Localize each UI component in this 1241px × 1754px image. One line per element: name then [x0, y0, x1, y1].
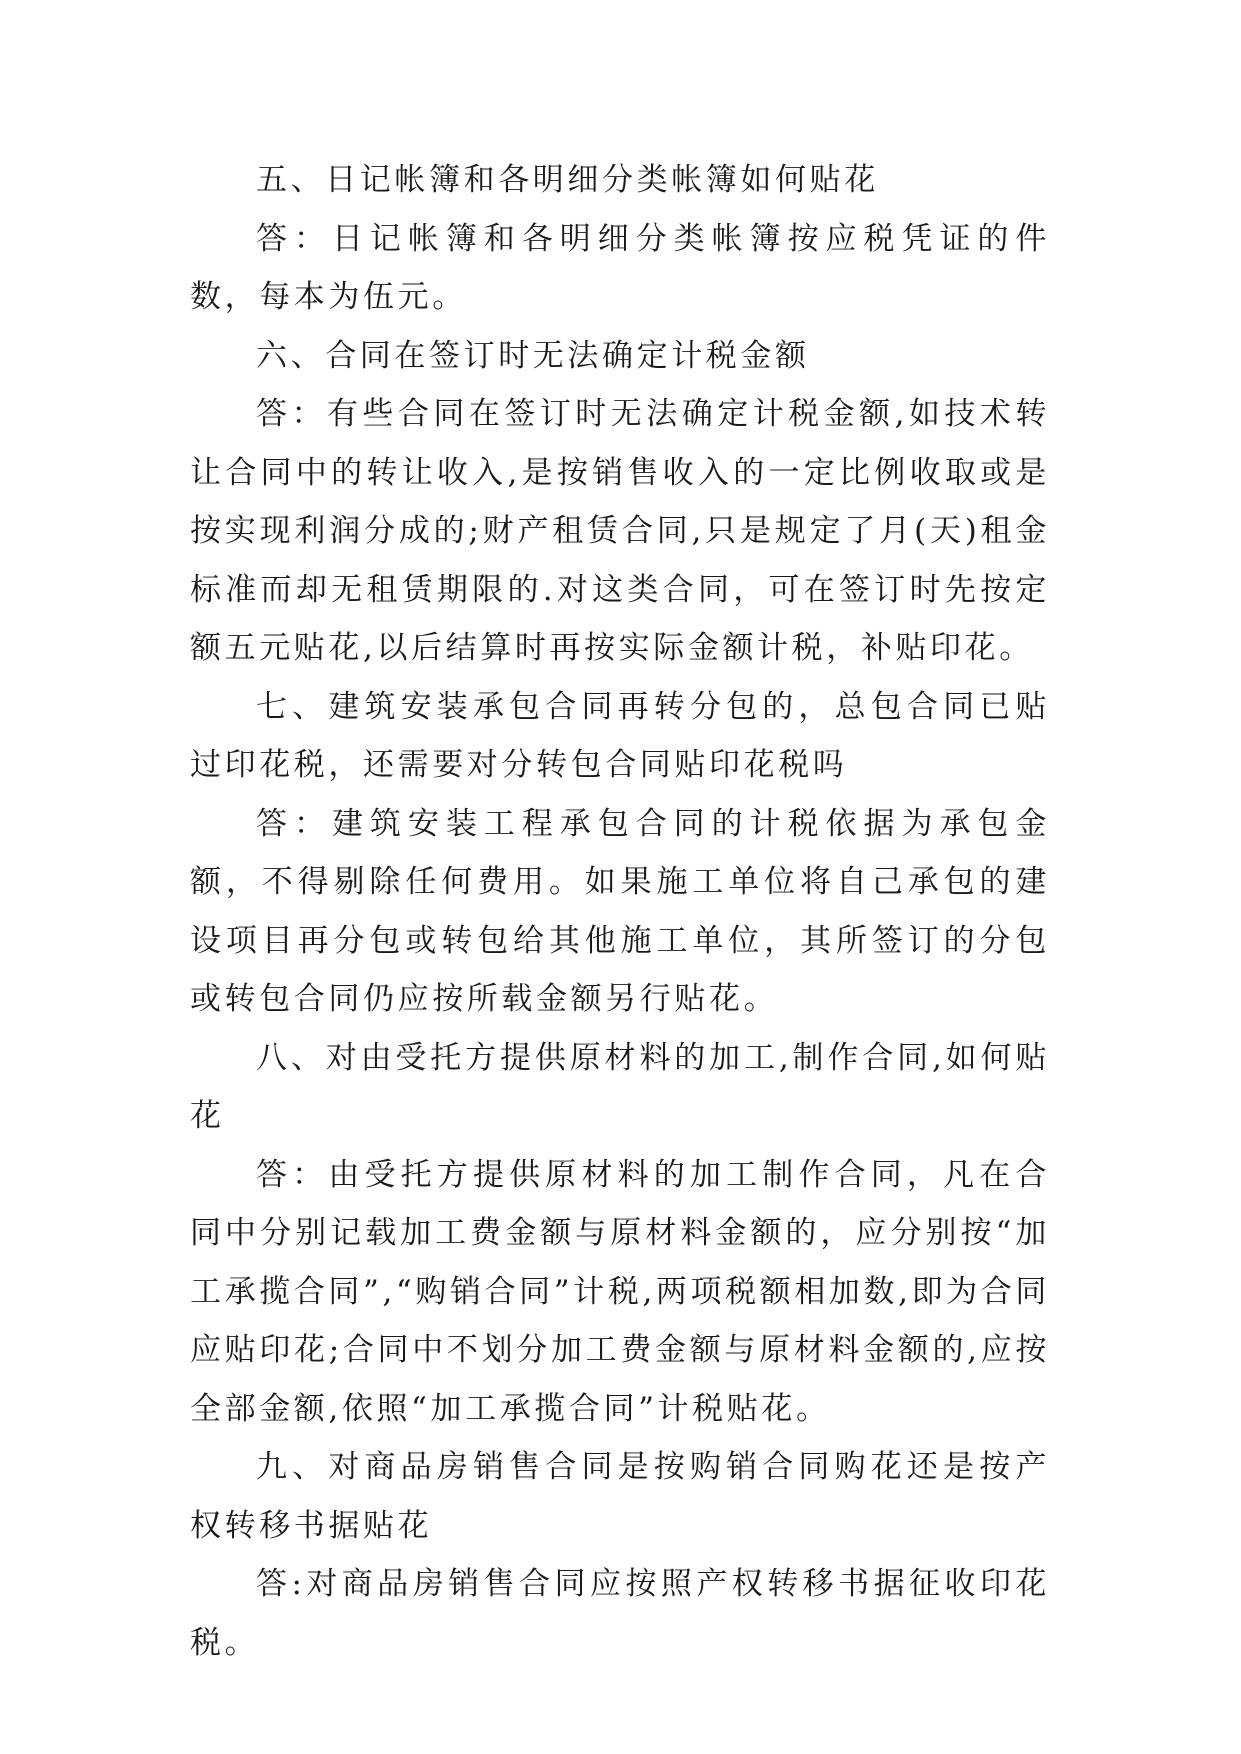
answer-7: 答：建筑安装工程承包合同的计税依据为承包金额，不得剔除任何费用。如果施工单位将自己承包的建设项目再分包或转包给其他施工单位，其所签订的分包或转包合同仍应按所载金额另行贴花。: [190, 805, 1050, 1017]
question-7: 七、建筑安装承包合同再转分包的，总包合同已贴过印花税，还需要对分转包合同贴印花税吗: [190, 688, 1050, 783]
answer-6: 答：有些合同在签订时无法确定计税金额,如技术转让合同中的转让收入,是按销售收入的一定比例收取或是按实现利润分成的;财产租赁合同,只是规定了月(天)租金标准而却无租赁期限的.对这类合同，可在签订时先按定额五元贴花,以后结算时再按实际金额计税，补贴印花。: [190, 396, 1050, 666]
answer-5: 答：日记帐簿和各明细分类帐簿按应税凭证的件数，每本为伍元。: [190, 220, 1050, 315]
question-6: 六、合同在签订时无法确定计税金额: [256, 337, 810, 374]
question-9: 九、对商品房销售合同是按购销合同购花还是按产权转移书据贴花: [190, 1449, 1050, 1544]
answer-9: 答:对商品房销售合同应按照产权转移书据征收印花税。: [190, 1566, 1050, 1661]
question-5: 五、日记帐簿和各明细分类帐簿如何贴花: [256, 162, 879, 198]
question-8: 八、对由受托方提供原材料的加工,制作合同,如何贴花: [190, 1039, 1050, 1134]
document-body: [190, 151, 1050, 1672]
answer-8: 答：由受托方提供原材料的加工制作合同，凡在合同中分别记载加工费金额与原材料金额的，应分别按“加工承揽合同”,“购销合同”计税,两项税额相加数,即为合同应贴印花;合同中不划分加工费金额与原材料金额的,应按全部金额,依照“加工承揽合同”计税贴花。: [190, 1156, 1050, 1427]
